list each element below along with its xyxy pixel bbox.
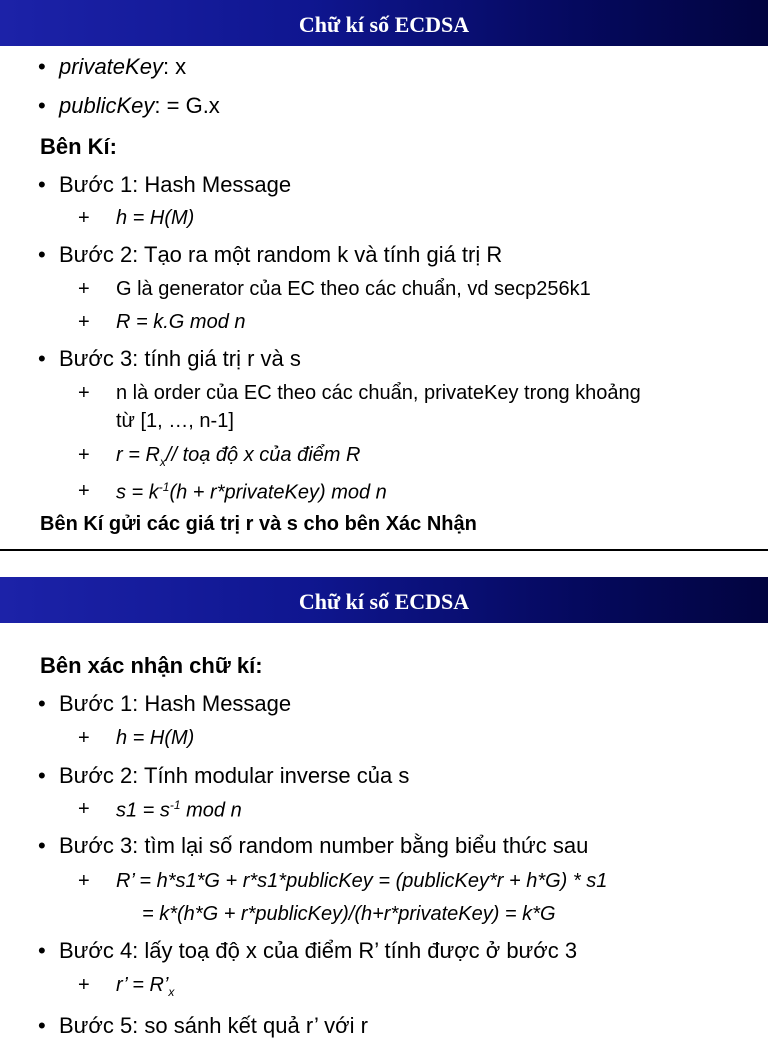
slide-2: Chữ kí số ECDSA Bên xác nhận chữ kí: • Bước 1: Hash Message + h = H(M) • Bước 2: Tính modular inverse của s + $s1 = s^{-1}$ mod n • Bước 3: tìm lại số random number bằng biểu thức sau + R’ = h*s1*G + r*s1*publicKey = (publicKey*r + h*G) * s1 = k*(h*G + r*publicKey)/(h+r*privateKey) = k*G • Bước 4: lấy toạ độ x của điểm R’ tính được ở bước 3 + r’ = $R’_x$ • Bước 5: so sánh kết quả r’ với r (0, 577, 768, 1024)
slide-1: Chữ kí số ECDSA • privateKey: x • publicKey: = G.x Bên Kí: • Bước 1: Hash Message + h = H(M) • Bước 2: Tạo ra một random k và tính giá trị R + G là generator của EC theo các chuẩn, vd secp256k1 + R = k.G mod n • Bước 3: tính giá trị r và s + n là order của EC theo các chuẩn, privateKey trong khoảng từ [1, …, n-1] + $r = R_x//$ toạ độ x của điểm R + $s = k^{-1}(h$ + r*privateKey) mod n Bên Kí gửi các giá trị r và s cho bên Xác Nhận (0, 0, 768, 549)
signer-footer: Bên Kí gửi các giá trị r và s cho bên Xác Nhận (40, 513, 477, 535)
bullet-dot: • (38, 54, 46, 79)
slide-2-title: Chữ kí số ECDSA (0, 577, 768, 623)
bullet-dot: • (38, 242, 46, 267)
slide-1-title: Chữ kí số ECDSA (0, 0, 768, 46)
bullet-public-key: • publicKey: = G.x (38, 93, 220, 118)
signer-step-2: • Bước 2: Tạo ra một random k và tính giá trị R (38, 242, 503, 267)
signer-heading: Bên Kí: (40, 134, 117, 159)
bullet-private-key: • privateKey: x (38, 54, 187, 79)
bullet-dot: • (38, 1013, 46, 1038)
verifier-heading: Bên xác nhận chữ kí: (40, 653, 263, 678)
bullet-dot: • (38, 691, 46, 716)
bullet-dot: • (38, 938, 46, 963)
signer-step-1: • Bước 1: Hash Message (38, 172, 292, 197)
bullet-dot: • (38, 833, 46, 858)
verifier-step-1: • Bước 1: Hash Message (38, 691, 292, 716)
bullet-dot: • (38, 346, 46, 371)
slide-divider (0, 549, 768, 551)
bullet-dot: • (38, 172, 46, 197)
bullet-dot: • (38, 763, 46, 788)
verifier-step-3: • Bước 3: tìm lại số random number bằng biểu thức sau (38, 833, 589, 858)
signer-step-3: • Bước 3: tính giá trị r và s (38, 346, 301, 371)
bullet-dot: • (38, 93, 46, 118)
verifier-step-4: • Bước 4: lấy toạ độ x của điểm R’ tính được ở bước 3 (38, 938, 578, 963)
verifier-step-2: • Bước 2: Tính modular inverse của s (38, 763, 410, 788)
verifier-step-5: • Bước 5: so sánh kết quả r’ với r (38, 1013, 368, 1038)
verifier-step-3-formula-cont: = k*(h*G + r*publicKey)/(h+r*privateKey) = k*G (142, 903, 556, 925)
signer-step-3-order-cont: từ [1, …, n-1] (116, 410, 234, 432)
